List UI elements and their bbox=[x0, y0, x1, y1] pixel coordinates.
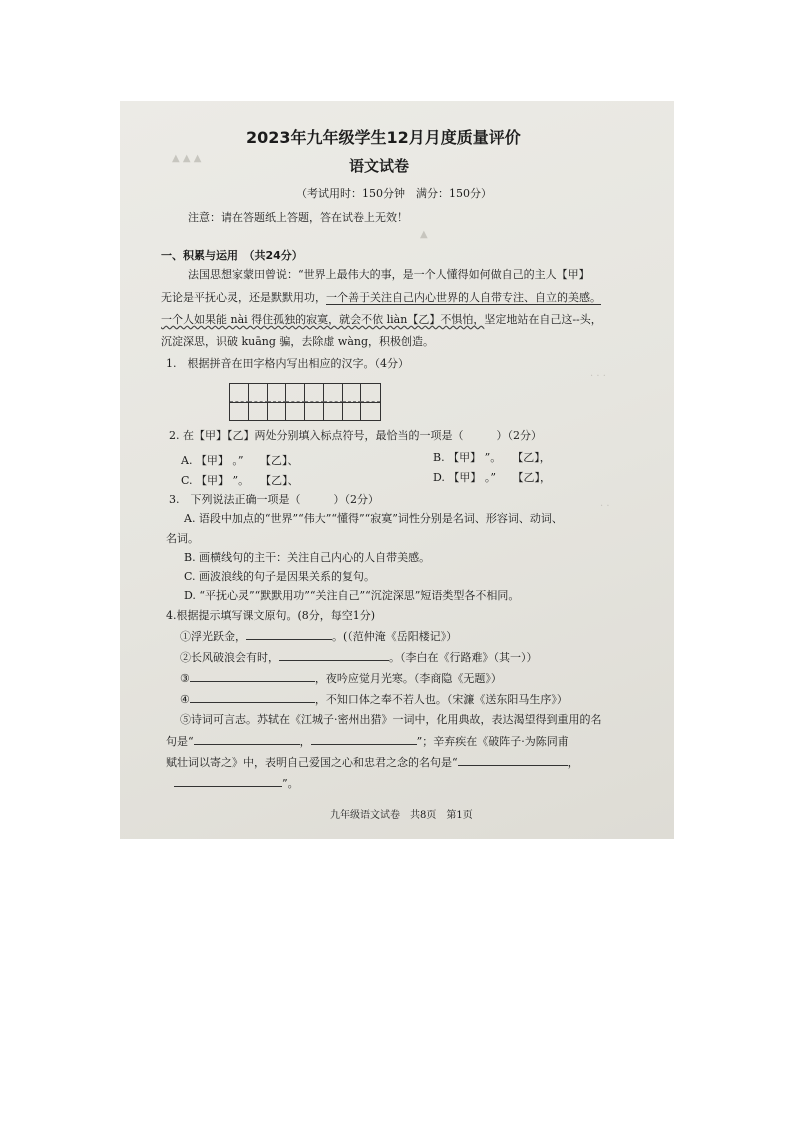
grid-cell[interactable] bbox=[268, 402, 287, 420]
option-b: B. 【甲】 ”。 【乙】， bbox=[433, 451, 551, 464]
grid-cell[interactable] bbox=[286, 402, 305, 420]
q4-item-2 bbox=[180, 650, 538, 665]
answer-blank[interactable] bbox=[194, 734, 300, 745]
passage-line bbox=[161, 291, 601, 305]
bleed-through-text: ▲ ▲ ▲ bbox=[172, 153, 202, 164]
q4-item-5-line bbox=[166, 734, 569, 749]
passage-segment: 无论是平抚心灵，还是默默用功， bbox=[161, 291, 326, 304]
question-2: 2. 在【甲】【乙】两处分别填入标点符号，最恰当的一项是（ ）（2分） bbox=[169, 429, 542, 442]
option-a: A. 【甲】 。” 【乙】、 bbox=[181, 454, 299, 467]
page-footer: 九年级语文试卷 共8页 第1页 bbox=[330, 810, 473, 821]
q4-prompt: ①浮光跃金， bbox=[180, 630, 246, 643]
grid-cell[interactable] bbox=[268, 384, 287, 402]
answer-blank[interactable] bbox=[458, 755, 568, 766]
q4-source: ，不知口体之奉不若人也。（宋濂《送东阳马生序》） bbox=[314, 693, 568, 706]
question-3: 3. 下列说法正确一项是（ ）（2分） bbox=[169, 493, 379, 506]
option-c: C. 【甲】 ”。 【乙】、 bbox=[181, 474, 299, 487]
q3-option-a-cont: 名词。 bbox=[166, 532, 199, 545]
bleed-through-text: · · · bbox=[590, 371, 606, 382]
grid-cell[interactable] bbox=[361, 384, 380, 402]
q4-item-1 bbox=[180, 629, 457, 644]
bleed-through-text: · · bbox=[600, 501, 610, 512]
exam-paper-photo bbox=[120, 101, 674, 839]
underlined-sentence: 一个善于关注自己内心世界的人自带专注、自立的美感。 bbox=[326, 291, 601, 304]
q4-item-5-line bbox=[174, 776, 299, 791]
q3-option-a: A. 语段中加点的“世界”“伟大”“懂得”“寂寞”词性分别是名词、形容词、动词、 bbox=[184, 512, 563, 525]
q4-text: ， bbox=[299, 735, 311, 748]
q3-option-d: D. “平抚心灵”“默默用功”“关注自己”“沉淀深思”短语类型各不相同。 bbox=[184, 589, 520, 602]
wavy-underlined-sentence: 一个人如果能 nài 得住孤独的寂寞，就会不依 liàn【乙】不惧怕， bbox=[161, 313, 485, 326]
answer-blank[interactable] bbox=[246, 629, 332, 640]
answer-grid[interactable] bbox=[229, 383, 381, 421]
q4-item-5: ⑤诗词可言志。苏轼在《江城子·密州出猎》一词中，化用典故，表达渴望得到重用的名 bbox=[180, 713, 602, 726]
grid-cell[interactable] bbox=[343, 402, 362, 420]
exam-notice: 注意：请在答题纸上答题，答在试卷上无效！ bbox=[188, 211, 408, 224]
q3-option-b: B. 画横线句的主干：关注自己内心的人自带美感。 bbox=[184, 551, 431, 564]
passage-segment: 坚定地站在自己这--头， bbox=[484, 313, 602, 326]
question-1: 1. 根据拼音在田字格内写出相应的汉字。（4分） bbox=[166, 357, 409, 370]
q4-item-5-line bbox=[166, 755, 579, 770]
q4-text: ”。 bbox=[282, 777, 299, 790]
answer-blank[interactable] bbox=[279, 650, 389, 661]
passage-line: 沉淀深思，识破 kuāng 骗，去除虚 wàng，积极创造。 bbox=[161, 335, 435, 348]
grid-cell[interactable] bbox=[286, 384, 305, 402]
exam-subtitle: 语文试卷 bbox=[349, 157, 410, 175]
grid-cell[interactable] bbox=[361, 402, 380, 420]
q4-prompt: ④ bbox=[180, 693, 190, 706]
grid-cell[interactable] bbox=[230, 402, 249, 420]
passage-line bbox=[161, 313, 602, 327]
q4-prompt: ③ bbox=[180, 672, 190, 685]
option-d: D. 【甲】 。” 【乙】， bbox=[433, 471, 552, 484]
q4-item-4 bbox=[180, 692, 568, 707]
q4-source: 。（李白在《行路难》（其一）） bbox=[389, 651, 538, 664]
q4-text: ”；辛弃疾在《破阵子·为陈同甫 bbox=[416, 735, 569, 748]
grid-cell[interactable] bbox=[249, 384, 268, 402]
answer-blank[interactable] bbox=[174, 776, 282, 787]
q4-text: ， bbox=[567, 756, 579, 769]
grid-cell[interactable] bbox=[343, 384, 362, 402]
grid-cell[interactable] bbox=[249, 402, 268, 420]
exam-title: 2023年九年级学生12月月度质量评价 bbox=[246, 128, 521, 147]
bleed-through-text: ▲ bbox=[420, 229, 428, 240]
q4-source: ，夜吟应觉月光寒。（李商隐《无题》） bbox=[314, 672, 502, 685]
q4-source: 。(（范仲淹《岳阳楼记》） bbox=[332, 630, 458, 643]
grid-cell[interactable] bbox=[305, 384, 324, 402]
grid-cell[interactable] bbox=[230, 384, 249, 402]
q4-item-3 bbox=[180, 671, 502, 686]
q4-prompt: ②长风破浪会有时， bbox=[180, 651, 279, 664]
q4-text: 句是“ bbox=[166, 735, 194, 748]
exam-info: （考试用时：150分钟 满分：150分） bbox=[296, 187, 492, 200]
answer-blank[interactable] bbox=[311, 734, 417, 745]
answer-blank[interactable] bbox=[190, 671, 315, 682]
answer-blank[interactable] bbox=[190, 692, 315, 703]
q3-option-c: C. 画波浪线的句子是因果关系的复句。 bbox=[184, 570, 376, 583]
grid-cell[interactable] bbox=[324, 402, 343, 420]
question-4: 4.根据提示填写课文原句。(8分，每空1分) bbox=[166, 609, 376, 622]
grid-cell[interactable] bbox=[324, 384, 343, 402]
grid-cell[interactable] bbox=[305, 402, 324, 420]
q4-text: 赋壮词以寄之》中，表明自己爱国之心和忠君之念的名句是“ bbox=[166, 756, 458, 769]
passage-line: 法国思想家蒙田曾说：“世界上最伟大的事，是一个人懂得如何做自己的主人【甲】 bbox=[188, 268, 590, 281]
section-title: 一、积累与运用 （共24分） bbox=[161, 249, 303, 262]
